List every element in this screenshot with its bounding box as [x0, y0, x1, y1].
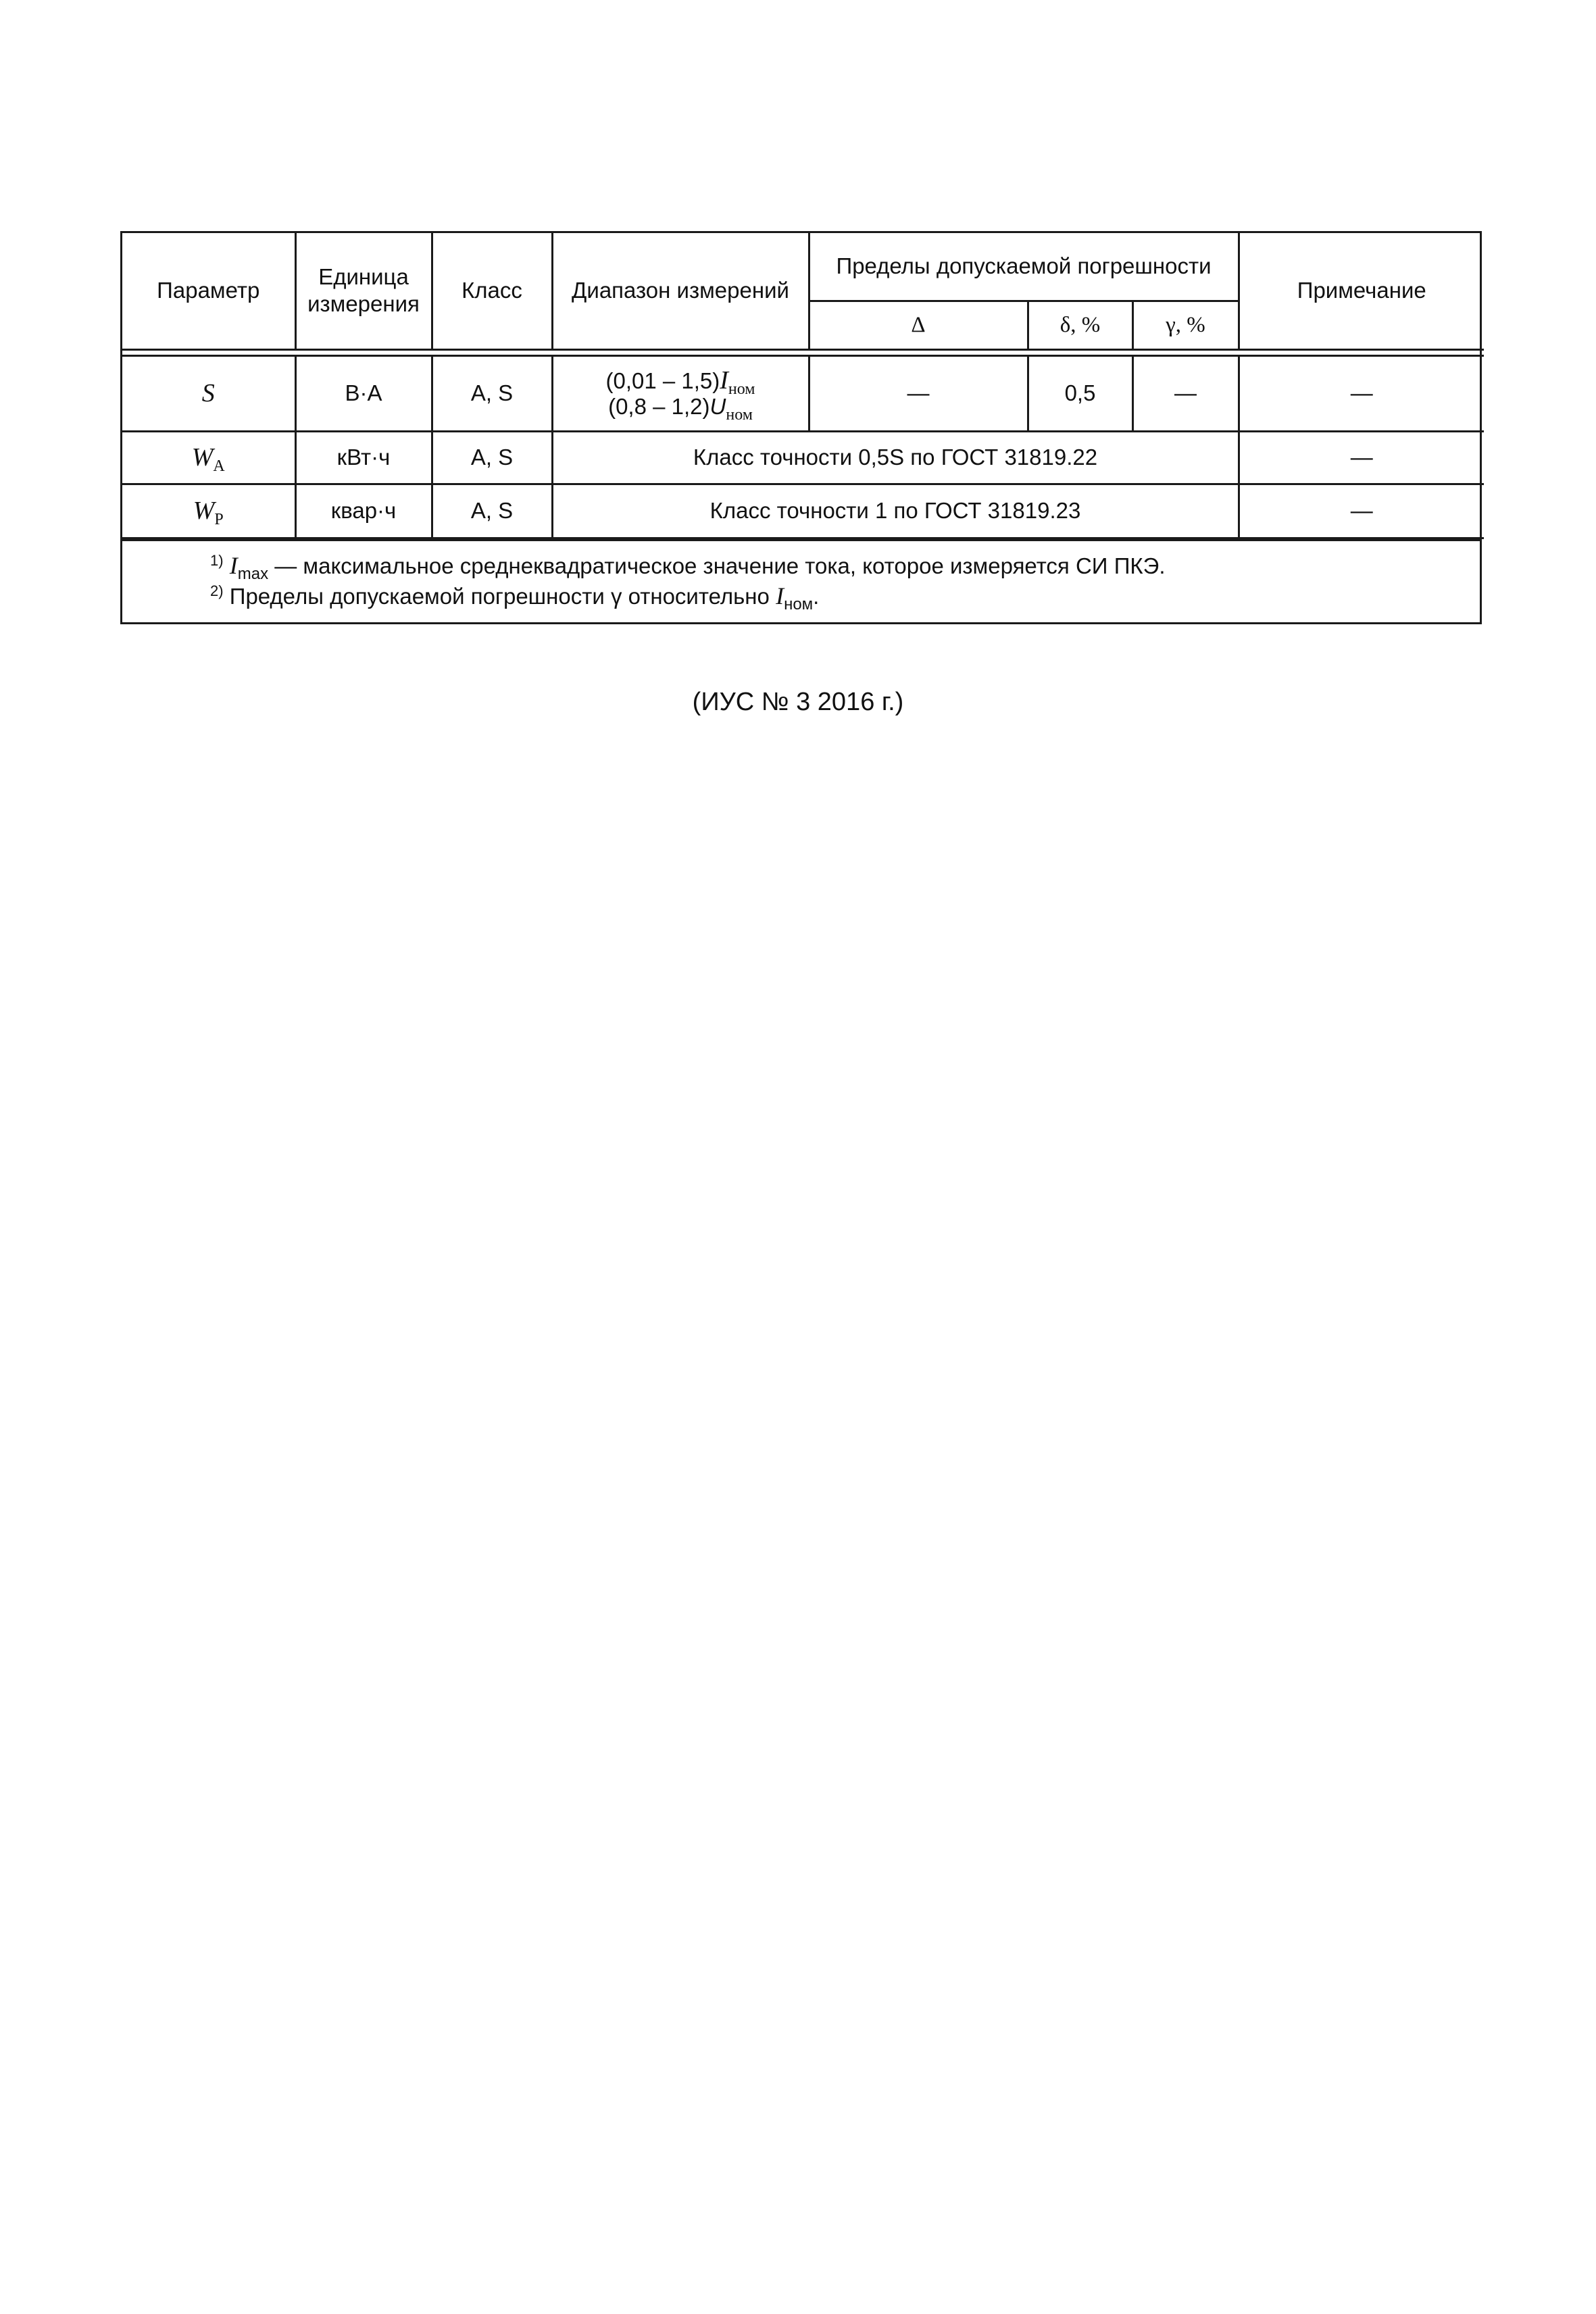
voltage-range-prefix: (0,8 – 1,2) [608, 393, 710, 419]
unit-cell: В·А [295, 355, 432, 431]
current-range-prefix: (0,01 – 1,5) [605, 368, 720, 393]
footnote-text-end: . [813, 583, 820, 609]
header-error-limits: Пределы допускаемой погрешности [809, 233, 1239, 301]
table-footnotes [122, 539, 1480, 622]
relative-error-cell: 0,5 [1028, 355, 1132, 431]
class-cell: A, S [432, 355, 552, 431]
parameters-table-frame [120, 231, 1482, 624]
header-parameter: Параметр [122, 233, 295, 349]
class-cell: A, S [432, 484, 552, 538]
header-note: Примечание [1239, 233, 1484, 349]
param-cell [122, 355, 295, 431]
current-subscript: ном [728, 380, 755, 398]
footnote-subscript: max [237, 564, 269, 583]
unit-cell: кВт·ч [295, 431, 432, 484]
table-row [122, 355, 1484, 431]
note-cell: — [1239, 355, 1484, 431]
header-class: Класс [432, 233, 552, 349]
param-symbol: W [191, 443, 214, 472]
param-cell [122, 431, 295, 484]
range-cell [552, 355, 809, 431]
header-row [122, 233, 1484, 301]
table-row [122, 431, 1484, 484]
accuracy-class-cell: Класс точности 0,5S по ГОСТ 31819.22 [552, 431, 1239, 484]
voltage-subscript: ном [726, 405, 753, 424]
header-separator [122, 349, 1484, 355]
current-range [557, 366, 804, 398]
footnote-1 [210, 551, 1480, 581]
footnote-subscript: ном [784, 595, 814, 613]
voltage-symbol: U [709, 393, 726, 419]
param-symbol: W [193, 496, 215, 525]
absolute-error-cell: — [809, 355, 1028, 431]
header-range: Диапазон измерений [552, 233, 809, 349]
header-relative-error: δ, % [1028, 301, 1132, 349]
class-cell: A, S [432, 431, 552, 484]
param-subscript: A [213, 457, 225, 475]
header-absolute-error: Δ [809, 301, 1028, 349]
param-subscript: P [214, 510, 224, 528]
table-row [122, 484, 1484, 538]
footnote-symbol: I [776, 582, 784, 609]
footnote-mark: 1) [210, 551, 224, 569]
footnote-2 [210, 581, 1480, 611]
footnote-mark: 2) [210, 582, 224, 599]
header-reduced-error: γ, % [1132, 301, 1239, 349]
current-symbol: I [720, 366, 728, 395]
param-symbol: S [201, 378, 215, 407]
param-cell [122, 484, 295, 538]
footnote-symbol: I [229, 551, 238, 579]
voltage-range [557, 393, 804, 424]
note-cell: — [1239, 484, 1484, 538]
amendment-reference: (ИУС № 3 2016 г.) [692, 688, 904, 716]
parameters-table [122, 233, 1484, 539]
footnote-text: Пределы допускаемой погрешности γ относительно [223, 583, 776, 609]
header-unit: Единица измерения [295, 233, 432, 349]
note-cell: — [1239, 431, 1484, 484]
unit-cell: квар·ч [295, 484, 432, 538]
footnote-text: — максимальное среднеквадратическое значение тока, которое измеряется СИ ПКЭ. [268, 553, 1166, 578]
accuracy-class-cell: Класс точности 1 по ГОСТ 31819.23 [552, 484, 1239, 538]
reduced-error-cell: — [1132, 355, 1239, 431]
